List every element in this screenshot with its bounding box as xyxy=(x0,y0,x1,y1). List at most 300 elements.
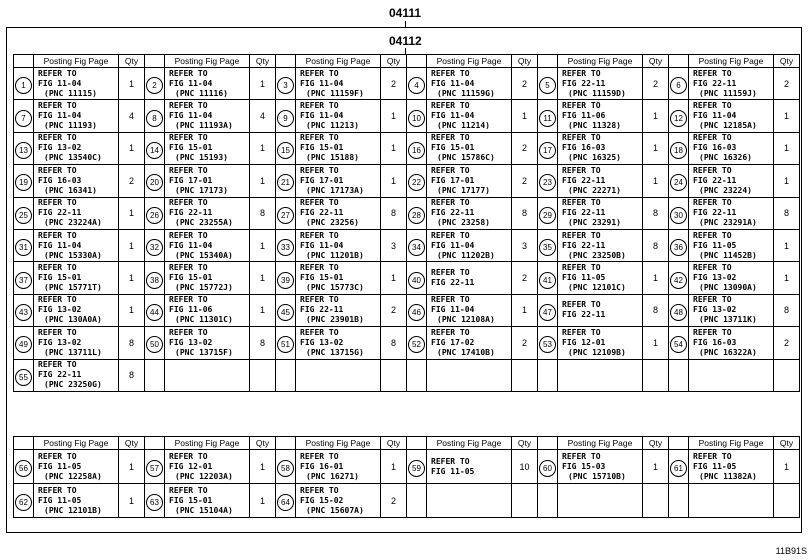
qty-cell: 8 xyxy=(774,197,800,229)
pnc-text: (PNC 130A0A) xyxy=(44,315,102,325)
pnc-text: (PNC 23901B) xyxy=(306,315,364,325)
reference-cell xyxy=(296,100,381,132)
qty-cell: 1 xyxy=(250,294,276,326)
header-row xyxy=(14,55,800,68)
pnc-text: (PNC 15607A) xyxy=(306,505,364,515)
qty-cell xyxy=(643,484,669,518)
reference-cell xyxy=(296,327,381,359)
refer-text: REFER TO xyxy=(562,327,601,337)
qty-cell xyxy=(774,359,800,391)
qty-cell: 1 xyxy=(643,262,669,294)
fig-text: FIG 11-05 xyxy=(38,461,82,471)
reference-cell xyxy=(558,165,643,197)
pnc-text: (PNC 16322A) xyxy=(699,347,757,357)
empty-header-cell xyxy=(407,437,427,450)
pnc-text: (PNC 15340A) xyxy=(175,250,233,260)
reference-cell xyxy=(427,450,512,484)
refer-text: REFER TO xyxy=(562,68,601,78)
reference-table-main xyxy=(13,54,800,392)
callout-cell xyxy=(669,327,689,359)
qty-cell: 1 xyxy=(643,100,669,132)
pnc-text: (PNC 15330A) xyxy=(44,250,102,260)
refer-text: REFER TO xyxy=(693,263,732,273)
qty-cell: 1 xyxy=(643,132,669,164)
qty-cell: 1 xyxy=(250,450,276,484)
reference-cell xyxy=(296,359,381,391)
callout-cell xyxy=(669,294,689,326)
callout-number: 36 xyxy=(670,239,687,256)
refer-text: REFER TO xyxy=(431,101,470,111)
callout-number: 54 xyxy=(670,336,687,353)
callout-cell xyxy=(145,68,165,100)
callout-cell xyxy=(145,262,165,294)
qty-cell: 10 xyxy=(512,450,538,484)
pnc-text: (PNC 13540C) xyxy=(44,153,102,163)
reference-cell xyxy=(427,229,512,261)
reference-cell xyxy=(689,229,774,261)
fig-text: FIG 13-02 xyxy=(693,273,737,283)
reference-cell xyxy=(427,132,512,164)
reference-cell xyxy=(427,68,512,100)
fig-text: FIG 22-11 xyxy=(38,370,82,380)
qty-cell: 1 xyxy=(250,484,276,518)
callout-number: 56 xyxy=(15,460,32,477)
refer-text: REFER TO xyxy=(562,451,601,461)
refer-text: REFER TO xyxy=(38,327,77,337)
reference-cell xyxy=(427,165,512,197)
table-row xyxy=(14,197,800,229)
pnc-text: (PNC 16271) xyxy=(306,471,359,481)
callout-cell xyxy=(276,197,296,229)
qty-cell: 2 xyxy=(774,68,800,100)
callout-cell xyxy=(276,229,296,261)
qty-cell xyxy=(250,359,276,391)
empty-header-cell xyxy=(669,437,689,450)
pnc-text: (PNC 23256) xyxy=(306,218,359,228)
fig-text: FIG 15-01 xyxy=(169,495,213,505)
refer-text: REFER TO xyxy=(562,101,601,111)
callout-number: 19 xyxy=(15,174,32,191)
fig-text: FIG 11-05 xyxy=(38,495,82,505)
qty-cell: 1 xyxy=(774,229,800,261)
qty-cell: 1 xyxy=(250,262,276,294)
callout-cell xyxy=(407,359,427,391)
refer-text: REFER TO xyxy=(169,485,208,495)
callout-cell xyxy=(407,450,427,484)
reference-cell xyxy=(689,165,774,197)
qty-cell: 2 xyxy=(512,132,538,164)
reference-cell xyxy=(165,359,250,391)
reference-cell xyxy=(165,262,250,294)
callout-number: 15 xyxy=(277,142,294,159)
callout-number: 30 xyxy=(670,207,687,224)
refer-text: REFER TO xyxy=(38,451,77,461)
callout-number: 42 xyxy=(670,272,687,289)
pnc-text: (PNC 13711K) xyxy=(699,315,757,325)
refer-text: REFER TO xyxy=(693,295,732,305)
pnc-text: (PNC 13090A) xyxy=(699,283,757,293)
callout-cell xyxy=(538,327,558,359)
header-qty: Qty xyxy=(119,437,145,450)
header-qty: Qty xyxy=(643,437,669,450)
empty-header-cell xyxy=(14,437,34,450)
refer-text: REFER TO xyxy=(300,295,339,305)
callout-number: 62 xyxy=(15,494,32,511)
callout-number: 43 xyxy=(15,304,32,321)
refer-text: REFER TO xyxy=(431,165,470,175)
header-posting-fig-page: Posting Fig Page xyxy=(296,437,381,450)
reference-cell xyxy=(558,197,643,229)
callout-number: 41 xyxy=(539,272,556,289)
pnc-text: (PNC 15710B) xyxy=(568,471,626,481)
qty-cell xyxy=(381,359,407,391)
reference-cell xyxy=(34,165,119,197)
callout-cell xyxy=(669,229,689,261)
reference-cell xyxy=(34,132,119,164)
callout-number: 33 xyxy=(277,239,294,256)
callout-cell xyxy=(276,294,296,326)
fig-text: FIG 16-03 xyxy=(38,175,82,185)
reference-cell xyxy=(427,359,512,391)
callout-cell xyxy=(276,327,296,359)
refer-text: REFER TO xyxy=(693,198,732,208)
table-row xyxy=(14,484,800,518)
qty-cell: 1 xyxy=(119,197,145,229)
reference-cell xyxy=(689,132,774,164)
reference-cell xyxy=(689,327,774,359)
empty-header-cell xyxy=(145,437,165,450)
callout-cell xyxy=(407,294,427,326)
reference-cell xyxy=(34,100,119,132)
fig-text: FIG 22-11 xyxy=(693,208,737,218)
reference-cell xyxy=(165,450,250,484)
reference-cell xyxy=(34,359,119,391)
callout-cell xyxy=(145,450,165,484)
qty-cell: 2 xyxy=(119,165,145,197)
table-row xyxy=(14,262,800,294)
refer-text: REFER TO xyxy=(562,133,601,143)
qty-cell: 4 xyxy=(250,100,276,132)
fig-text: FIG 11-04 xyxy=(431,78,475,88)
callout-cell xyxy=(14,197,34,229)
fig-text: FIG 15-02 xyxy=(300,495,344,505)
callout-number: 25 xyxy=(15,207,32,224)
refer-text: REFER TO xyxy=(169,451,208,461)
qty-cell: 1 xyxy=(774,262,800,294)
header-qty: Qty xyxy=(774,437,800,450)
callout-number: 22 xyxy=(408,174,425,191)
pnc-text: (PNC 11382A) xyxy=(699,471,757,481)
callout-cell xyxy=(538,197,558,229)
qty-cell: 8 xyxy=(381,327,407,359)
reference-cell xyxy=(427,294,512,326)
callout-number: 53 xyxy=(539,336,556,353)
qty-cell: 2 xyxy=(643,68,669,100)
callout-number: 27 xyxy=(277,207,294,224)
pnc-text: (PNC 23291A) xyxy=(699,218,757,228)
reference-cell xyxy=(165,294,250,326)
reference-cell xyxy=(296,262,381,294)
header-posting-fig-page: Posting Fig Page xyxy=(34,55,119,68)
callout-cell xyxy=(14,68,34,100)
pnc-text: (PNC 11202B) xyxy=(437,250,495,260)
qty-cell: 1 xyxy=(250,68,276,100)
refer-text: REFER TO xyxy=(300,485,339,495)
refer-text: REFER TO xyxy=(300,101,339,111)
refer-text: REFER TO xyxy=(693,133,732,143)
refer-text: REFER TO xyxy=(431,327,470,337)
callout-cell xyxy=(538,262,558,294)
callout-cell xyxy=(14,262,34,294)
header-posting-fig-page: Posting Fig Page xyxy=(427,55,512,68)
qty-cell: 1 xyxy=(774,132,800,164)
refer-text: REFER TO xyxy=(38,230,77,240)
callout-number: 55 xyxy=(15,369,32,386)
fig-text: FIG 22-11 xyxy=(300,208,344,218)
header-qty: Qty xyxy=(250,437,276,450)
fig-text: FIG 15-01 xyxy=(169,143,213,153)
qty-cell: 8 xyxy=(119,359,145,391)
qty-cell: 1 xyxy=(774,100,800,132)
pnc-text: (PNC 11214) xyxy=(437,121,490,131)
refer-text: REFER TO xyxy=(562,165,601,175)
qty-cell: 1 xyxy=(643,165,669,197)
callout-number: 3 xyxy=(277,77,294,94)
fig-text: FIG 17-01 xyxy=(431,175,475,185)
refer-text: REFER TO xyxy=(169,198,208,208)
callout-cell xyxy=(407,197,427,229)
header-posting-fig-page: Posting Fig Page xyxy=(165,55,250,68)
refer-text: REFER TO xyxy=(38,360,77,370)
empty-header-cell xyxy=(407,55,427,68)
callout-number: 14 xyxy=(146,142,163,159)
fig-text: FIG 13-02 xyxy=(169,337,213,347)
pnc-text: (PNC 12203A) xyxy=(175,471,233,481)
callout-number: 21 xyxy=(277,174,294,191)
qty-cell: 1 xyxy=(774,450,800,484)
fig-text: FIG 22-11 xyxy=(300,305,344,315)
pnc-text: (PNC 15193) xyxy=(175,153,228,163)
qty-cell xyxy=(512,359,538,391)
pnc-text: (PNC 11159J) xyxy=(699,88,757,98)
header-qty: Qty xyxy=(381,437,407,450)
refer-text: REFER TO xyxy=(169,263,208,273)
pnc-text: (PNC 11159G) xyxy=(437,88,495,98)
pnc-text: (PNC 23250B) xyxy=(568,250,626,260)
qty-cell: 8 xyxy=(512,197,538,229)
callout-number: 24 xyxy=(670,174,687,191)
callout-cell xyxy=(538,359,558,391)
pnc-text: (PNC 15786C) xyxy=(437,153,495,163)
empty-header-cell xyxy=(276,437,296,450)
refer-text: REFER TO xyxy=(38,198,77,208)
header-posting-fig-page: Posting Fig Page xyxy=(558,437,643,450)
fig-text: FIG 12-01 xyxy=(169,461,213,471)
callout-number: 57 xyxy=(146,460,163,477)
fig-text: FIG 22-11 xyxy=(562,175,606,185)
pnc-text: (PNC 17173) xyxy=(175,185,228,195)
qty-cell: 8 xyxy=(381,197,407,229)
callout-cell xyxy=(407,132,427,164)
qty-cell xyxy=(512,484,538,518)
reference-cell xyxy=(427,197,512,229)
pnc-text: (PNC 11116) xyxy=(175,88,228,98)
header-row xyxy=(14,437,800,450)
refer-text: REFER TO xyxy=(38,68,77,78)
table-row xyxy=(14,359,800,391)
callout-number: 9 xyxy=(277,110,294,127)
header-posting-fig-page: Posting Fig Page xyxy=(689,437,774,450)
callout-cell xyxy=(669,68,689,100)
reference-cell xyxy=(34,294,119,326)
header-posting-fig-page: Posting Fig Page xyxy=(427,437,512,450)
callout-cell xyxy=(14,450,34,484)
fig-text: FIG 11-04 xyxy=(300,111,344,121)
fig-text: FIG 13-02 xyxy=(693,305,737,315)
pnc-text: (PNC 16325) xyxy=(568,153,621,163)
reference-cell xyxy=(34,262,119,294)
fig-text: FIG 11-04 xyxy=(38,111,82,121)
reference-cell xyxy=(689,294,774,326)
pnc-text: (PNC 11193) xyxy=(44,121,97,131)
pnc-text: (PNC 15773C) xyxy=(306,283,364,293)
qty-cell: 1 xyxy=(381,450,407,484)
header-qty: Qty xyxy=(774,55,800,68)
callout-number: 8 xyxy=(146,110,163,127)
fig-text: FIG 15-03 xyxy=(562,461,606,471)
callout-cell xyxy=(276,484,296,518)
qty-cell: 1 xyxy=(512,100,538,132)
qty-cell: 2 xyxy=(381,68,407,100)
fig-text: FIG 11-04 xyxy=(38,78,82,88)
header-qty: Qty xyxy=(119,55,145,68)
callout-cell xyxy=(669,262,689,294)
callout-number: 17 xyxy=(539,142,556,159)
qty-cell: 1 xyxy=(250,165,276,197)
fig-text: FIG 13-02 xyxy=(38,337,82,347)
pnc-text: (PNC 22271) xyxy=(568,185,621,195)
header-qty: Qty xyxy=(643,55,669,68)
callout-cell xyxy=(14,165,34,197)
callout-cell xyxy=(14,229,34,261)
reference-cell xyxy=(165,327,250,359)
empty-header-cell xyxy=(14,55,34,68)
table-row xyxy=(14,294,800,326)
fig-text: FIG 15-01 xyxy=(431,143,475,153)
callout-number: 1 xyxy=(15,77,32,94)
pnc-text: (PNC 11328) xyxy=(568,121,621,131)
empty-header-cell xyxy=(538,55,558,68)
callout-number: 39 xyxy=(277,272,294,289)
pnc-text: (PNC 11301C) xyxy=(175,315,233,325)
fig-text: FIG 22-11 xyxy=(693,175,737,185)
fig-text: FIG 15-01 xyxy=(300,273,344,283)
callout-cell xyxy=(538,229,558,261)
callout-number: 11 xyxy=(539,110,556,127)
refer-text: REFER TO xyxy=(169,230,208,240)
refer-text: REFER TO xyxy=(169,295,208,305)
fig-text: FIG 16-03 xyxy=(562,143,606,153)
fig-text: FIG 11-05 xyxy=(562,273,606,283)
callout-cell xyxy=(538,484,558,518)
callout-number: 58 xyxy=(277,460,294,477)
callout-number: 44 xyxy=(146,304,163,321)
callout-cell xyxy=(538,132,558,164)
pnc-text: (PNC 13715F) xyxy=(175,347,233,357)
qty-cell: 2 xyxy=(512,68,538,100)
pnc-text: (PNC 15772J) xyxy=(175,283,233,293)
callout-cell xyxy=(538,165,558,197)
reference-cell xyxy=(558,450,643,484)
refer-text: REFER TO xyxy=(431,230,470,240)
pnc-text: (PNC 23258) xyxy=(437,218,490,228)
reference-cell xyxy=(689,484,774,518)
reference-cell xyxy=(689,68,774,100)
callout-cell xyxy=(407,100,427,132)
callout-cell xyxy=(145,484,165,518)
qty-cell: 8 xyxy=(643,197,669,229)
empty-header-cell xyxy=(538,437,558,450)
callout-cell xyxy=(669,132,689,164)
fig-text: FIG 22-11 xyxy=(562,240,606,250)
reference-cell xyxy=(34,450,119,484)
reference-cell xyxy=(296,132,381,164)
refer-text: REFER TO xyxy=(300,68,339,78)
qty-cell: 1 xyxy=(119,132,145,164)
fig-text: FIG 22-11 xyxy=(169,208,213,218)
fig-text: FIG 11-05 xyxy=(693,240,737,250)
table-row xyxy=(14,100,800,132)
reference-cell xyxy=(689,197,774,229)
callout-number: 64 xyxy=(277,494,294,511)
reference-cell xyxy=(165,229,250,261)
callout-cell xyxy=(276,165,296,197)
refer-text: REFER TO xyxy=(300,451,339,461)
refer-text: REFER TO xyxy=(169,68,208,78)
qty-cell: 2 xyxy=(512,165,538,197)
callout-cell xyxy=(145,359,165,391)
refer-text: REFER TO xyxy=(431,295,470,305)
qty-cell: 8 xyxy=(250,327,276,359)
reference-cell xyxy=(689,359,774,391)
fig-text: FIG 16-03 xyxy=(693,337,737,347)
group-label-04112: 04112 xyxy=(389,34,422,48)
qty-cell: 8 xyxy=(774,294,800,326)
header-qty: Qty xyxy=(250,55,276,68)
qty-cell: 3 xyxy=(512,229,538,261)
callout-cell xyxy=(14,359,34,391)
qty-cell: 1 xyxy=(643,327,669,359)
reference-cell xyxy=(34,484,119,518)
callout-cell xyxy=(669,197,689,229)
reference-cell xyxy=(296,165,381,197)
pnc-text: (PNC 11201B) xyxy=(306,250,364,260)
callout-number: 28 xyxy=(408,207,425,224)
refer-text: REFER TO xyxy=(693,165,732,175)
refer-text: REFER TO xyxy=(169,165,208,175)
fig-text: FIG 11-04 xyxy=(38,240,82,250)
pnc-text: (PNC 12109B) xyxy=(568,347,626,357)
refer-text: REFER TO xyxy=(300,133,339,143)
table-row xyxy=(14,68,800,100)
refer-text: REFER TO xyxy=(562,300,601,310)
qty-cell: 1 xyxy=(512,294,538,326)
callout-cell xyxy=(14,100,34,132)
callout-cell xyxy=(276,262,296,294)
fig-text: FIG 15-01 xyxy=(38,273,82,283)
reference-cell xyxy=(558,68,643,100)
fig-text: FIG 16-01 xyxy=(300,461,344,471)
